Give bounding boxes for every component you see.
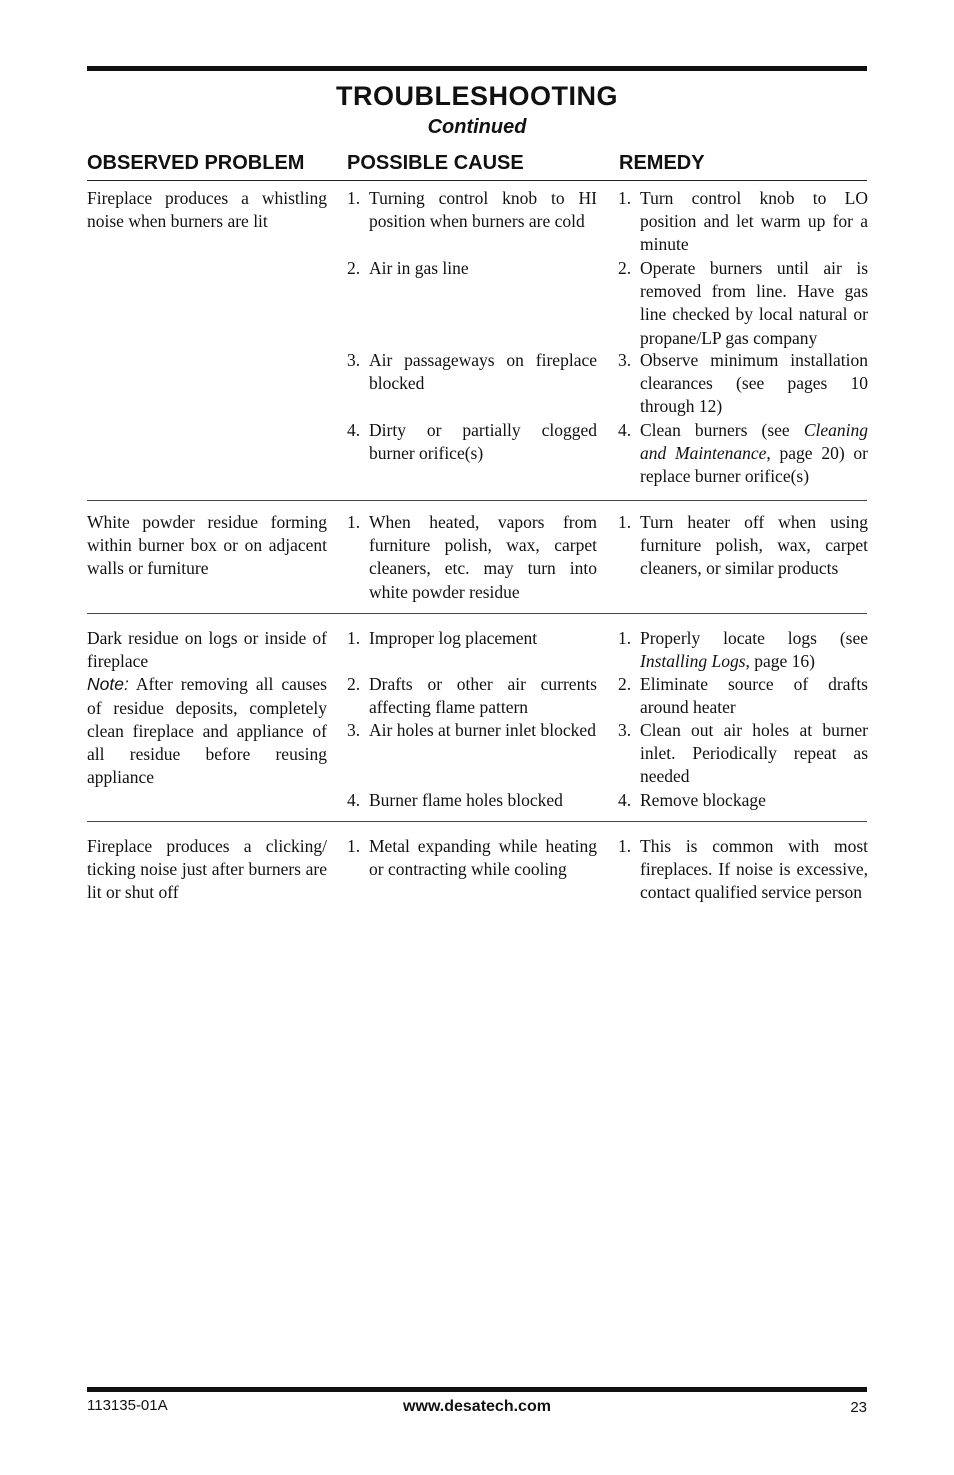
header-rule [87, 180, 867, 181]
remedy-number: 3. [618, 350, 632, 370]
cause-text: Drafts or other air currents affecting flame pattern [369, 674, 597, 718]
bottom-rule [87, 1387, 867, 1392]
remedy-item [618, 719, 868, 789]
cause-text: Dirty or partially clogged burner orifice(s) [369, 420, 597, 464]
remedy-text-post: , page 16) [745, 651, 816, 672]
remedy-text: Eliminate source of drafts around heater [640, 674, 868, 718]
remedy-text [618, 419, 868, 489]
cause-number: 1. [347, 188, 361, 208]
row-separator [87, 500, 867, 501]
column-header-remedy: REMEDY [619, 152, 705, 174]
row-separator [87, 821, 867, 822]
remedy-text [618, 627, 868, 673]
remedy-text-post: , page 20) or replace burner orifice(s) [640, 443, 868, 487]
remedy-item [618, 419, 868, 489]
remedy-text: Remove blockage [640, 790, 766, 810]
cause-item [347, 719, 597, 742]
cause-number: 2. [347, 258, 361, 278]
page-title: TROUBLESHOOTING [336, 81, 618, 111]
remedy-text: Turn heater off when using furniture polish, wax, carpet cleaners, or similar products [640, 512, 868, 579]
problem-text: Fireplace produces a clicking/ ticking noise just after burners are lit or shut off [87, 836, 327, 903]
remedy-text-pre: Properly locate logs (see [640, 628, 868, 648]
cause-text: Air in gas line [369, 258, 469, 278]
cause-text: Metal expanding while heating or contracting while cooling [369, 836, 597, 880]
cause-text: When heated, vapors from furniture polish, wax, carpet cleaners, etc. may turn into white powder residue [369, 512, 597, 602]
problem-text: Fireplace produces a whistling noise when burners are lit [87, 188, 327, 232]
cause-item [347, 187, 597, 233]
remedy-number: 1. [618, 836, 632, 856]
top-rule [87, 66, 867, 71]
remedy-text: This is common with most fireplaces. If noise is excessive, contact qualified service person [640, 836, 868, 903]
problem-cell [87, 627, 327, 789]
website-link[interactable]: www.desatech.com [403, 1398, 551, 1415]
remedy-item [618, 187, 868, 257]
remedy-text: Observe minimum installation clearances (see pages 10 through 12) [640, 350, 868, 417]
remedy-item [618, 789, 868, 812]
page-subtitle: Continued [427, 116, 527, 138]
cause-item [347, 627, 597, 650]
remedy-number: 1. [618, 188, 632, 208]
cause-item [347, 835, 597, 881]
problem-note [87, 673, 327, 789]
cause-item [347, 511, 597, 604]
problem-text: White powder residue forming within burner box or on adjacent walls or furniture [87, 512, 327, 579]
part-number: 113135-01A [87, 1397, 168, 1414]
remedy-item [618, 349, 868, 419]
cause-text: Burner flame holes blocked [369, 790, 563, 810]
cause-text: Improper log placement [369, 628, 538, 648]
cause-text: Air passageways on fireplace blocked [369, 350, 597, 394]
cause-number: 4. [347, 420, 361, 440]
remedy-text: Turn control knob to LO position and let warm up for a minute [640, 188, 868, 255]
column-header-problem: OBSERVED PROBLEM [87, 152, 305, 174]
row-separator [87, 613, 867, 614]
cause-item [347, 789, 597, 812]
remedy-text: Clean out air holes at burner inlet. Periodically repeat as needed [640, 720, 868, 787]
remedy-text-pre: Clean burners (see [640, 420, 804, 440]
remedy-number: 2. [618, 674, 632, 694]
cause-item [347, 419, 597, 465]
remedy-text: Operate burners until air is removed from line. Have gas line checked by local natural or propane/LP gas company [640, 258, 868, 348]
remedy-number: 4. [618, 790, 632, 810]
cause-number: 1. [347, 512, 361, 532]
cause-item [347, 349, 597, 395]
cause-text: Air holes at burner inlet blocked [369, 720, 596, 740]
cause-item [347, 673, 597, 719]
remedy-number: 3. [618, 720, 632, 740]
cause-item [347, 257, 597, 280]
remedy-item [618, 511, 868, 581]
remedy-item [618, 673, 868, 719]
cause-number: 3. [347, 350, 361, 370]
cause-number: 4. [347, 790, 361, 810]
column-header-cause: POSSIBLE CAUSE [347, 152, 524, 174]
remedy-number: 1. [618, 628, 632, 648]
cause-text: Turning control knob to HI position when burners are cold [369, 188, 597, 232]
remedy-number: 1. [618, 512, 632, 532]
remedy-item [618, 257, 868, 350]
remedy-item [618, 835, 868, 905]
remedy-number: 4. [618, 420, 632, 440]
remedy-text-reference: Cleaning and Maintenance [640, 420, 868, 464]
remedy-text-reference: Installing Logs [640, 651, 746, 672]
remedy-number: 2. [618, 258, 632, 278]
note-text: After removing all causes of residue deposits, completely clean fireplace and appliance of all residue before reusing appliance [87, 674, 327, 788]
note-label: Note: [87, 674, 129, 695]
cause-number: 3. [347, 720, 361, 740]
cause-number: 1. [347, 836, 361, 856]
cause-number: 1. [347, 628, 361, 648]
remedy-item [618, 627, 868, 673]
page-number: 23 [850, 1399, 867, 1416]
cause-number: 2. [347, 674, 361, 694]
problem-text: Dark residue on logs or inside of fireplace [87, 628, 327, 672]
